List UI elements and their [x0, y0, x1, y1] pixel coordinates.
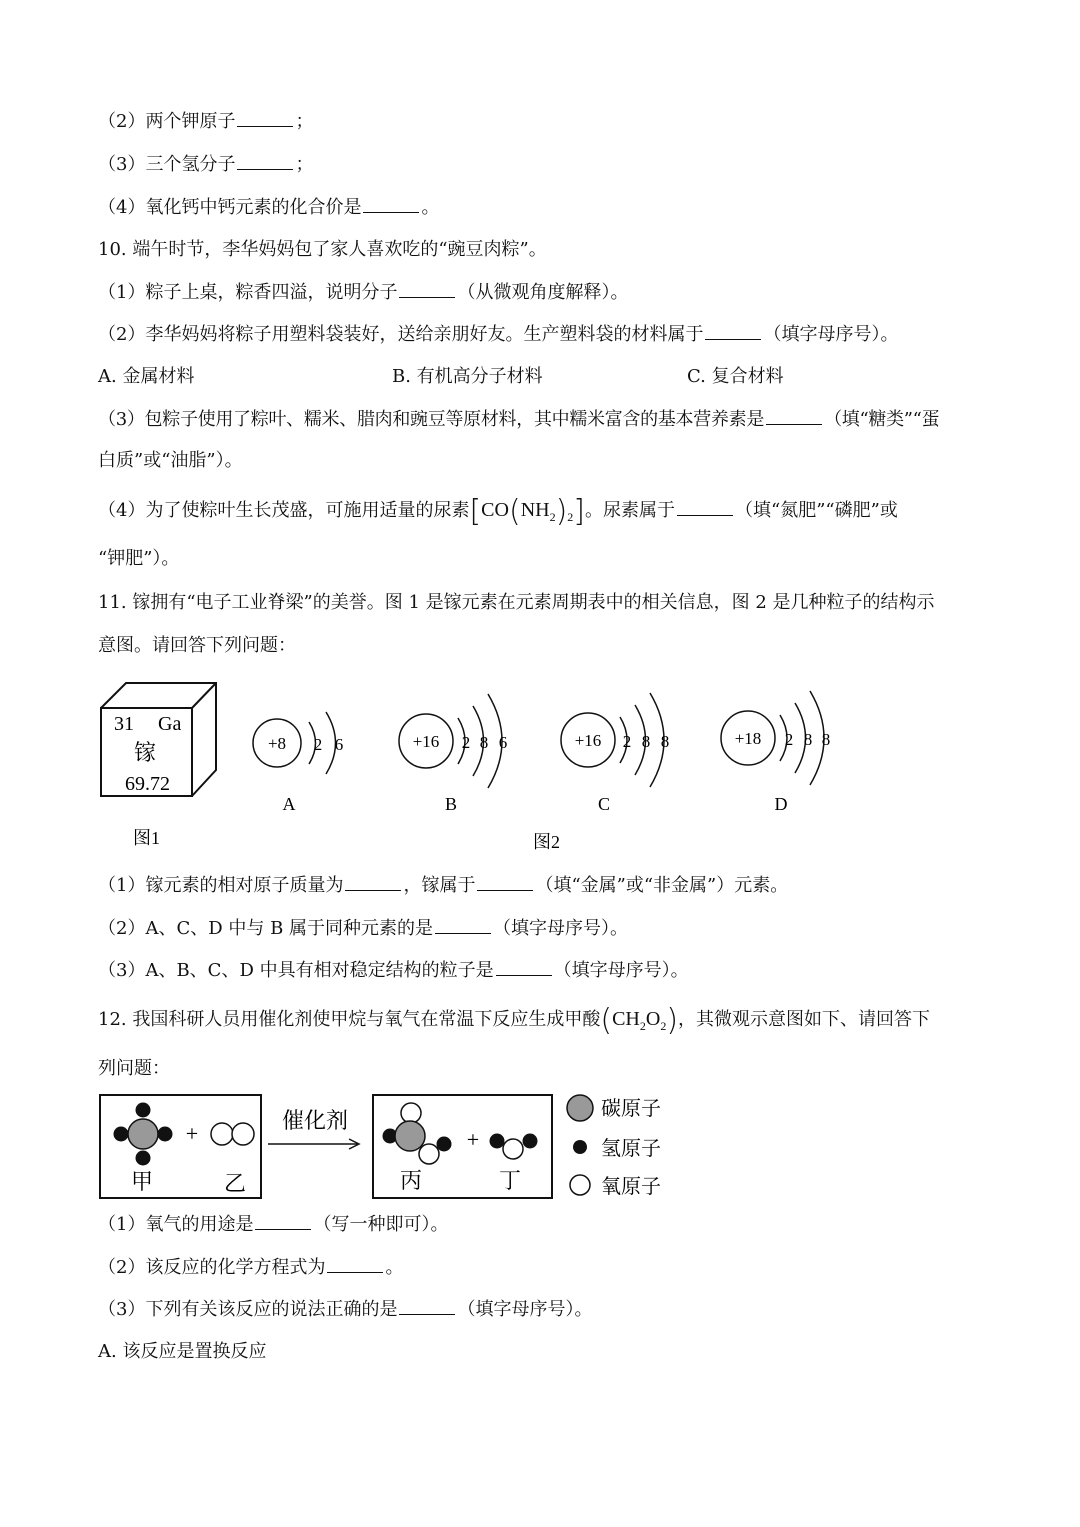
- q11-stem-cont: 意图。请回答下列问题：: [98, 635, 296, 656]
- shell-count: 8: [821, 730, 831, 749]
- q10-sub4: （4）为了使粽叶生长茂盛，可施用适量的尿素$[CO(NH_2)_2]$。尿素属于 （填“氮肥”“磷肥”或: [98, 494, 898, 529]
- nucleus-label: +16: [412, 732, 440, 751]
- catalyst-label: 催化剂: [281, 1108, 349, 1133]
- q12-sub3: （3）下列有关该反应的说法正确的是 （填字母序号）。: [98, 1296, 592, 1323]
- particle-a: [253, 712, 343, 814]
- particle-label: A: [282, 794, 296, 814]
- element-number: 31: [114, 713, 134, 735]
- legend-carbon: 碳原子: [601, 1098, 661, 1120]
- q12-stem: 12. 我国科研人员用催化剂使甲烷与氧气在常温下反应生成甲酸$(CH_2O_2)$，其微观示意图如下、请回答下: [98, 1003, 931, 1038]
- q10-option-a: A. 金属材料: [98, 366, 195, 387]
- particle-b: [399, 694, 507, 814]
- shell-count: 8: [641, 732, 651, 751]
- shell-count: 6: [334, 735, 344, 754]
- nucleus-label: +8: [267, 734, 287, 753]
- q12-sub1: （1）氧气的用途是 （写一种即可）。: [98, 1211, 448, 1238]
- q9-sub3: （3）三个氢分子 ；: [98, 151, 313, 178]
- shell-count: 8: [660, 732, 670, 751]
- answer-blank[interactable]: [345, 872, 401, 891]
- formic-acid-formula: $(CH_2O_2)$: [600, 1003, 679, 1038]
- q11-sub1: （1）镓元素的相对原子质量为 ，镓属于 （填“金属”或“非金属”）元素。: [98, 872, 788, 899]
- nucleus-label: +16: [574, 731, 602, 750]
- answer-blank[interactable]: [435, 915, 491, 934]
- label-jia: 甲: [130, 1169, 154, 1194]
- answer-blank[interactable]: [705, 321, 761, 340]
- particle-d: [721, 691, 830, 814]
- q12-option-a: A. 该反应是置换反应: [98, 1341, 267, 1362]
- q10-sub3: （3）包粽子使用了粽叶、糯米、腊肉和豌豆等原材料，其中糯米富含的基本营养素是 （填“糖类”“蛋: [98, 406, 939, 433]
- label-ding: 丁: [498, 1168, 522, 1193]
- label-bing: 丙: [399, 1168, 423, 1193]
- shell-count: 8: [803, 730, 813, 749]
- answer-blank[interactable]: [363, 194, 419, 213]
- answer-blank[interactable]: [399, 279, 455, 298]
- shell-count: 2: [622, 732, 632, 751]
- shell-count: 2: [784, 730, 794, 749]
- answer-blank[interactable]: [327, 1254, 383, 1273]
- urea-formula: $[CO(NH_2)_2]$: [469, 494, 586, 529]
- plus-sign: +: [466, 1127, 480, 1152]
- shell-count: 8: [479, 733, 489, 752]
- answer-blank[interactable]: [477, 872, 533, 891]
- element-mass: 69.72: [125, 773, 170, 795]
- q10-sub2: （2）李华妈妈将粽子用塑料袋装好，送给亲朋好友。生产塑料袋的材料属于 （填字母序号）。: [98, 321, 898, 348]
- q10-stem: 10. 端午时节，李华妈妈包了家人喜欢吃的“豌豆肉粽”。: [98, 239, 547, 260]
- q11-figures: [0, 670, 1080, 860]
- q10-sub4-cont: “钾肥”）。: [98, 548, 180, 569]
- fig2-caption: 图2: [533, 832, 560, 852]
- particle-c: [561, 693, 669, 814]
- q11-sub3: （3）A、B、C、D 中具有相对稳定结构的粒子是 （填字母序号）。: [98, 957, 689, 984]
- shell-count: 2: [313, 735, 323, 754]
- shell-count: 2: [461, 733, 471, 752]
- fig1-caption: 图1: [133, 828, 160, 848]
- label-yi: 乙: [223, 1171, 247, 1196]
- answer-blank[interactable]: [255, 1211, 311, 1230]
- legend: [567, 1095, 661, 1198]
- q11-sub2: （2）A、C、D 中与 B 属于同种元素的是 （填字母序号）。: [98, 915, 628, 942]
- legend-oxygen: 氧原子: [601, 1176, 661, 1198]
- q10-option-b: B. 有机高分子材料: [392, 366, 543, 387]
- element-name: 镓: [134, 740, 157, 765]
- answer-blank[interactable]: [399, 1296, 455, 1315]
- plus-sign: +: [185, 1121, 199, 1146]
- answer-blank[interactable]: [237, 151, 293, 170]
- element-symbol: Ga: [158, 713, 182, 735]
- answer-blank[interactable]: [237, 108, 293, 127]
- q10-sub1: （1）粽子上桌，粽香四溢，说明分子 （从微观角度解释）。: [98, 279, 628, 306]
- reaction-diagram: [0, 1086, 1080, 1206]
- answer-blank[interactable]: [677, 497, 733, 516]
- q9-sub4: （4）氧化钙中钙元素的化合价是 。: [98, 194, 439, 221]
- answer-blank[interactable]: [766, 406, 822, 425]
- q9-sub2: （2）两个钾原子 ；: [98, 108, 313, 135]
- answer-blank[interactable]: [496, 957, 552, 976]
- q11-stem: 11. 镓拥有“电子工业脊梁”的美誉。图 1 是镓元素在元素周期表中的相关信息，图 2 是几种粒子的结构示: [98, 592, 935, 613]
- particle-label: B: [444, 794, 458, 814]
- particle-label: C: [597, 794, 611, 814]
- shell-count: 6: [498, 733, 508, 752]
- q10-option-c: C. 复合材料: [687, 366, 784, 387]
- q12-stem-cont: 列问题：: [98, 1058, 170, 1079]
- element-tile: [101, 683, 216, 796]
- particle-label: D: [774, 794, 788, 814]
- q12-sub2: （2）该反应的化学方程式为 。: [98, 1254, 403, 1281]
- nucleus-label: +18: [734, 729, 762, 748]
- legend-hydrogen: 氢原子: [601, 1138, 661, 1160]
- q10-sub3-cont: 白质”或“油脂”）。: [98, 450, 243, 471]
